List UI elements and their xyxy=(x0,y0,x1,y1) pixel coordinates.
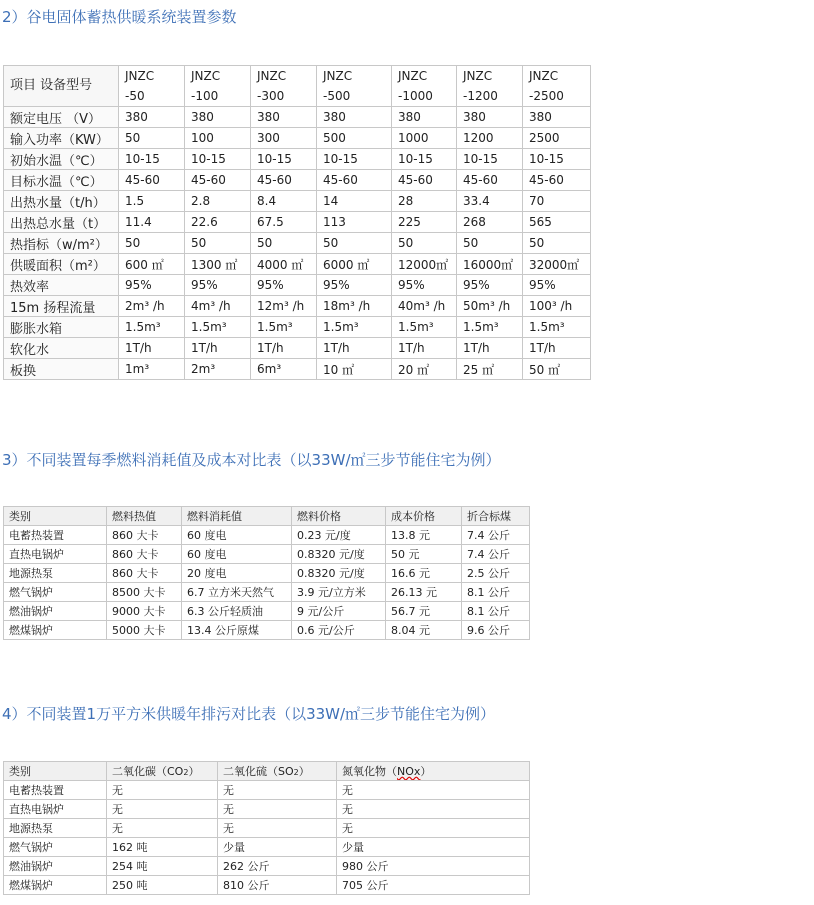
table-cell: 50 xyxy=(185,233,251,254)
table-cell: 8.1 公斤 xyxy=(462,602,530,621)
table-cell: 45-60 xyxy=(185,170,251,191)
header-so2: 二氧化硫（SO2） xyxy=(218,762,337,781)
table-row xyxy=(4,233,591,254)
table-row xyxy=(4,128,591,149)
table-cell: 0.23 元/度 xyxy=(292,526,386,545)
table-cell: 1T/h xyxy=(457,338,523,359)
table-cell: 225 xyxy=(392,212,457,233)
model-name: JNZC xyxy=(323,69,353,83)
table-cell: 45-60 xyxy=(317,170,392,191)
emission-header-row xyxy=(4,762,530,781)
table-cell: 22.6 xyxy=(185,212,251,233)
table-cell: 860 大卡 xyxy=(107,545,182,564)
table-cell: 50 xyxy=(392,233,457,254)
table-cell: 无 xyxy=(337,800,530,819)
table-cell: 燃气锅炉 xyxy=(4,838,107,857)
table-cell: 50m³ /h xyxy=(457,296,523,317)
model-header xyxy=(457,66,523,107)
table-cell: 5000 大卡 xyxy=(107,621,182,640)
table-cell: 380 xyxy=(457,107,523,128)
table-cell: 20 ㎡ xyxy=(392,359,457,380)
table-cell: 45-60 xyxy=(523,170,591,191)
table-cell: 380 xyxy=(185,107,251,128)
table-cell: 1300 ㎡ xyxy=(185,254,251,275)
table-cell: 2.5 公斤 xyxy=(462,564,530,583)
table-cell: 860 大卡 xyxy=(107,526,182,545)
table-cell: 8500 大卡 xyxy=(107,583,182,602)
row-label: 输入功率（KW） xyxy=(4,128,119,149)
model-header xyxy=(119,66,185,107)
table-cell: 无 xyxy=(107,781,218,800)
table-cell: 0.6 元/公斤 xyxy=(292,621,386,640)
column-header: 燃料消耗值 xyxy=(182,507,292,526)
table-cell: 7.4 公斤 xyxy=(462,526,530,545)
model-number: -1000 xyxy=(398,89,433,103)
table-cell: 1T/h xyxy=(251,338,317,359)
row-label: 出热总水量（t） xyxy=(4,212,119,233)
table-cell: 2m³ /h xyxy=(119,296,185,317)
table-cell: 45-60 xyxy=(119,170,185,191)
section2-title: 2）谷电固体蓄热供暖系统装置参数 xyxy=(2,8,237,26)
table-cell: 67.5 xyxy=(251,212,317,233)
table-cell: 10-15 xyxy=(317,149,392,170)
table-row xyxy=(4,602,530,621)
model-name: JNZC xyxy=(463,69,493,83)
table-cell: 1.5m³ xyxy=(317,317,392,338)
table-cell: 50 xyxy=(457,233,523,254)
table-cell: 380 xyxy=(317,107,392,128)
table-cell: 1.5m³ xyxy=(392,317,457,338)
table-cell: 380 xyxy=(523,107,591,128)
table-cell: 1T/h xyxy=(392,338,457,359)
table-cell: 50 xyxy=(119,128,185,149)
model-header xyxy=(392,66,457,107)
table-cell: 45-60 xyxy=(251,170,317,191)
table-cell: 2500 xyxy=(523,128,591,149)
table-cell: 14 xyxy=(317,191,392,212)
row-label: 目标水温（℃） xyxy=(4,170,119,191)
table-cell: 少量 xyxy=(337,838,530,857)
header-co2: 二氧化碳（CO2） xyxy=(107,762,218,781)
row-label: 额定电压 （V） xyxy=(4,107,119,128)
table-cell: 16.6 元 xyxy=(386,564,462,583)
table-row xyxy=(4,149,591,170)
section3-title: 3）不同装置每季燃料消耗值及成本对比表（以33W/㎡三步节能住宅为例） xyxy=(2,451,501,469)
table-cell: 254 吨 xyxy=(107,857,218,876)
model-header xyxy=(523,66,591,107)
table-cell: 直热电锅炉 xyxy=(4,800,107,819)
table-row xyxy=(4,107,591,128)
table-cell: 燃煤锅炉 xyxy=(4,876,107,895)
table-cell: 95% xyxy=(317,275,392,296)
table-cell: 3.9 元/立方米 xyxy=(292,583,386,602)
table-cell: 1.5m³ xyxy=(119,317,185,338)
table-cell: 28 xyxy=(392,191,457,212)
model-header xyxy=(317,66,392,107)
table-cell: 11.4 xyxy=(119,212,185,233)
table-cell: 45-60 xyxy=(392,170,457,191)
column-header: 燃料热值 xyxy=(107,507,182,526)
row-label: 15m 扬程流量 xyxy=(4,296,119,317)
table-cell: 1T/h xyxy=(523,338,591,359)
table-cell: 无 xyxy=(218,781,337,800)
table-cell: 12m³ /h xyxy=(251,296,317,317)
model-name: JNZC xyxy=(398,69,428,83)
row-label: 出热水量（t/h） xyxy=(4,191,119,212)
table-cell: 95% xyxy=(251,275,317,296)
table-cell: 燃油锅炉 xyxy=(4,857,107,876)
header-label: 项目 设备型号 xyxy=(4,66,119,107)
table-cell: 1.5m³ xyxy=(523,317,591,338)
table-cell: 无 xyxy=(218,800,337,819)
table-cell: 9000 大卡 xyxy=(107,602,182,621)
table-cell: 8.1 公斤 xyxy=(462,583,530,602)
model-number: -2500 xyxy=(529,89,564,103)
section4-title: 4）不同装置1万平方米供暖年排污对比表（以33W/㎡三步节能住宅为例） xyxy=(2,705,496,723)
table-cell: 10-15 xyxy=(185,149,251,170)
table-cell: 70 xyxy=(523,191,591,212)
table-cell: 380 xyxy=(251,107,317,128)
table-cell: 无 xyxy=(337,781,530,800)
model-name: JNZC xyxy=(529,69,559,83)
table-row xyxy=(4,876,530,895)
table-cell: 1200 xyxy=(457,128,523,149)
table-cell: 8.04 元 xyxy=(386,621,462,640)
fuel-header-row xyxy=(4,507,530,526)
table-cell: 10-15 xyxy=(523,149,591,170)
table-cell: 无 xyxy=(107,800,218,819)
model-number: -300 xyxy=(257,89,285,103)
row-label: 膨胀水箱 xyxy=(4,317,119,338)
model-header xyxy=(251,66,317,107)
device-params-table xyxy=(3,65,591,380)
model-number: -1200 xyxy=(463,89,498,103)
table-cell: 直热电锅炉 xyxy=(4,545,107,564)
table-cell: 60 度电 xyxy=(182,545,292,564)
header-category: 类别 xyxy=(4,762,107,781)
table-cell: 860 大卡 xyxy=(107,564,182,583)
table-cell: 980 公斤 xyxy=(337,857,530,876)
emission-table xyxy=(3,761,530,895)
table-row xyxy=(4,296,591,317)
table-cell: 56.7 元 xyxy=(386,602,462,621)
table-cell: 45-60 xyxy=(457,170,523,191)
column-header: 燃料价格 xyxy=(292,507,386,526)
table-row xyxy=(4,621,530,640)
row-label: 初始水温（℃） xyxy=(4,149,119,170)
table-cell: 燃煤锅炉 xyxy=(4,621,107,640)
fuel-cost-table xyxy=(3,506,530,640)
table-cell: 95% xyxy=(119,275,185,296)
params-header-row xyxy=(4,66,591,107)
table-cell: 无 xyxy=(218,819,337,838)
table-cell: 600 ㎡ xyxy=(119,254,185,275)
table-cell: 20 度电 xyxy=(182,564,292,583)
table-row xyxy=(4,170,591,191)
table-cell: 25 ㎡ xyxy=(457,359,523,380)
model-number: -100 xyxy=(191,89,219,103)
table-cell: 无 xyxy=(337,819,530,838)
table-cell: 6m³ xyxy=(251,359,317,380)
table-cell: 4m³ /h xyxy=(185,296,251,317)
table-cell: 10-15 xyxy=(119,149,185,170)
model-number: -500 xyxy=(323,89,351,103)
table-row xyxy=(4,545,530,564)
table-row xyxy=(4,254,591,275)
table-cell: 6.7 立方米天然气 xyxy=(182,583,292,602)
table-cell: 8.4 xyxy=(251,191,317,212)
table-cell: 少量 xyxy=(218,838,337,857)
model-name: JNZC xyxy=(191,69,221,83)
table-cell: 10-15 xyxy=(251,149,317,170)
table-cell: 6.3 公斤轻质油 xyxy=(182,602,292,621)
table-cell: 565 xyxy=(523,212,591,233)
table-cell: 电蓄热装置 xyxy=(4,526,107,545)
table-cell: 16000㎡ xyxy=(457,254,523,275)
table-cell: 500 xyxy=(317,128,392,149)
table-row xyxy=(4,317,591,338)
header-nox: 氮氧化物（NOx） xyxy=(337,762,530,781)
table-cell: 95% xyxy=(392,275,457,296)
table-cell: 燃气锅炉 xyxy=(4,583,107,602)
table-cell: 100³ /h xyxy=(523,296,591,317)
table-row xyxy=(4,564,530,583)
table-cell: 50 元 xyxy=(386,545,462,564)
table-row xyxy=(4,275,591,296)
table-cell: 0.8320 元/度 xyxy=(292,564,386,583)
row-label: 板换 xyxy=(4,359,119,380)
table-cell: 95% xyxy=(457,275,523,296)
table-cell: 32000㎡ xyxy=(523,254,591,275)
table-cell: 380 xyxy=(392,107,457,128)
table-cell: 无 xyxy=(107,819,218,838)
table-cell: 113 xyxy=(317,212,392,233)
table-row xyxy=(4,800,530,819)
table-row xyxy=(4,212,591,233)
table-row xyxy=(4,583,530,602)
model-header xyxy=(185,66,251,107)
table-cell: 1.5m³ xyxy=(185,317,251,338)
table-row xyxy=(4,359,591,380)
table-cell: 地源热泵 xyxy=(4,564,107,583)
table-cell: 300 xyxy=(251,128,317,149)
table-cell: 50 xyxy=(251,233,317,254)
table-cell: 1m³ xyxy=(119,359,185,380)
table-cell: 1T/h xyxy=(185,338,251,359)
table-cell: 162 吨 xyxy=(107,838,218,857)
model-number: -50 xyxy=(125,89,145,103)
table-cell: 60 度电 xyxy=(182,526,292,545)
table-row xyxy=(4,526,530,545)
table-cell: 18m³ /h xyxy=(317,296,392,317)
model-name: JNZC xyxy=(257,69,287,83)
table-cell: 95% xyxy=(523,275,591,296)
table-cell: 0.8320 元/度 xyxy=(292,545,386,564)
table-cell: 40m³ /h xyxy=(392,296,457,317)
table-cell: 1T/h xyxy=(317,338,392,359)
table-cell: 50 xyxy=(523,233,591,254)
table-cell: 1.5m³ xyxy=(251,317,317,338)
row-label: 软化水 xyxy=(4,338,119,359)
table-cell: 4000 ㎡ xyxy=(251,254,317,275)
column-header: 折合标煤 xyxy=(462,507,530,526)
table-cell: 1000 xyxy=(392,128,457,149)
table-cell: 6000 ㎡ xyxy=(317,254,392,275)
row-label: 热效率 xyxy=(4,275,119,296)
table-cell: 50 xyxy=(119,233,185,254)
table-cell: 9 元/公斤 xyxy=(292,602,386,621)
table-cell: 810 公斤 xyxy=(218,876,337,895)
table-row xyxy=(4,838,530,857)
table-cell: 1.5 xyxy=(119,191,185,212)
table-cell: 100 xyxy=(185,128,251,149)
table-cell: 262 公斤 xyxy=(218,857,337,876)
model-name: JNZC xyxy=(125,69,155,83)
table-cell: 268 xyxy=(457,212,523,233)
table-cell: 7.4 公斤 xyxy=(462,545,530,564)
table-cell: 50 xyxy=(317,233,392,254)
table-cell: 13.8 元 xyxy=(386,526,462,545)
table-cell: 705 公斤 xyxy=(337,876,530,895)
table-cell: 10-15 xyxy=(392,149,457,170)
table-cell: 电蓄热装置 xyxy=(4,781,107,800)
table-cell: 380 xyxy=(119,107,185,128)
column-header: 类别 xyxy=(4,507,107,526)
table-cell: 33.4 xyxy=(457,191,523,212)
column-header: 成本价格 xyxy=(386,507,462,526)
table-cell: 50 ㎡ xyxy=(523,359,591,380)
table-row xyxy=(4,857,530,876)
table-row xyxy=(4,819,530,838)
table-cell: 2m³ xyxy=(185,359,251,380)
table-cell: 250 吨 xyxy=(107,876,218,895)
table-cell: 9.6 公斤 xyxy=(462,621,530,640)
table-cell: 95% xyxy=(185,275,251,296)
table-cell: 1.5m³ xyxy=(457,317,523,338)
table-cell: 10 ㎡ xyxy=(317,359,392,380)
table-row xyxy=(4,338,591,359)
table-cell: 13.4 公斤原煤 xyxy=(182,621,292,640)
table-cell: 燃油锅炉 xyxy=(4,602,107,621)
table-cell: 10-15 xyxy=(457,149,523,170)
table-cell: 12000㎡ xyxy=(392,254,457,275)
row-label: 热指标（w/m²） xyxy=(4,233,119,254)
table-cell: 地源热泵 xyxy=(4,819,107,838)
table-cell: 2.8 xyxy=(185,191,251,212)
table-cell: 26.13 元 xyxy=(386,583,462,602)
table-row xyxy=(4,191,591,212)
table-row xyxy=(4,781,530,800)
table-cell: 1T/h xyxy=(119,338,185,359)
row-label: 供暖面积（m²） xyxy=(4,254,119,275)
